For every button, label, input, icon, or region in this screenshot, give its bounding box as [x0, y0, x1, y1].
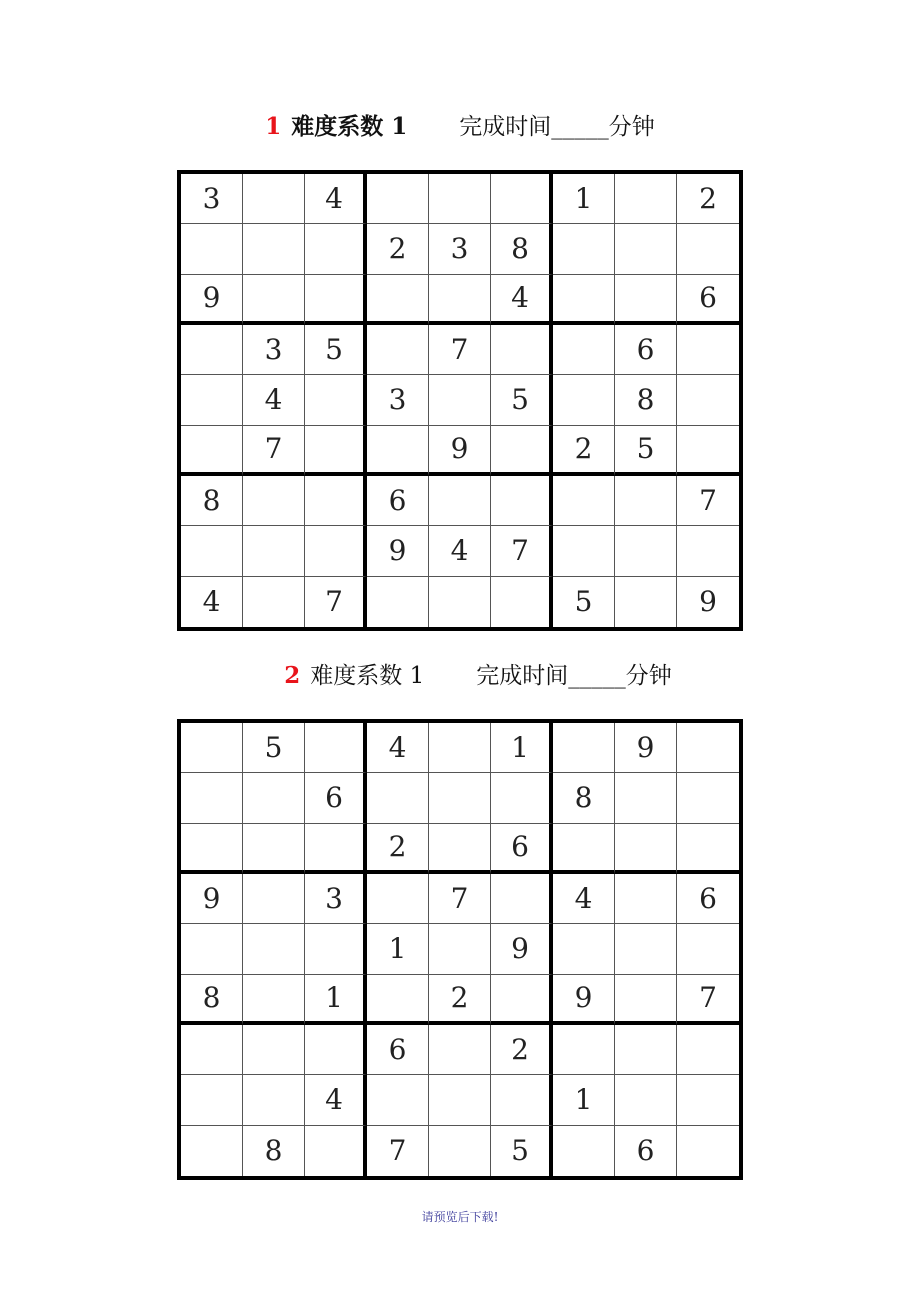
sudoku-cell: [553, 325, 615, 375]
sudoku-cell: [305, 426, 367, 476]
sudoku-cell: [615, 773, 677, 823]
sudoku-cell: 9: [429, 426, 491, 476]
sudoku-cell: [429, 1025, 491, 1075]
sudoku-cell: 6: [367, 1025, 429, 1075]
sudoku-cell: 7: [677, 476, 739, 526]
sudoku-cell: [677, 824, 739, 874]
sudoku-cell: 2: [367, 824, 429, 874]
sudoku-cell: [243, 526, 305, 576]
sudoku-cell: 8: [181, 476, 243, 526]
sudoku-cell: 6: [615, 1126, 677, 1176]
sudoku-cell: [553, 476, 615, 526]
sudoku-cell: [553, 224, 615, 274]
sudoku-cell: [491, 577, 553, 627]
sudoku-cell: 3: [243, 325, 305, 375]
sudoku-cell: [491, 325, 553, 375]
sudoku-cell: [429, 1075, 491, 1125]
sudoku-cell: [181, 1025, 243, 1075]
sudoku-cell: 3: [181, 174, 243, 224]
sudoku-cell: [367, 773, 429, 823]
sudoku-cell: [367, 426, 429, 476]
sudoku-cell: 7: [429, 325, 491, 375]
sudoku-cell: [181, 224, 243, 274]
sudoku-cell: [491, 975, 553, 1025]
sudoku-cell: 9: [181, 275, 243, 325]
sudoku-cell: [305, 924, 367, 974]
sudoku-cell: 9: [553, 975, 615, 1025]
sudoku-cell: 6: [615, 325, 677, 375]
sudoku-cell: [429, 723, 491, 773]
sudoku-cell: [491, 773, 553, 823]
sudoku-cell: [677, 526, 739, 576]
sudoku-cell: [553, 723, 615, 773]
sudoku-cell: [243, 824, 305, 874]
sudoku-cell: 3: [305, 874, 367, 924]
sudoku-cell: [615, 824, 677, 874]
sudoku-cell: [615, 275, 677, 325]
sudoku-cell: [677, 924, 739, 974]
sudoku-cell: 9: [699, 585, 717, 619]
sudoku-cell: 4: [305, 1075, 367, 1125]
sudoku-grid-2: [177, 719, 743, 1180]
sudoku-cell: [367, 577, 429, 627]
sudoku-cell: [491, 476, 553, 526]
sudoku-cell: 2: [677, 174, 739, 224]
sudoku-cell: [429, 577, 491, 627]
sudoku-cell: [367, 1075, 429, 1125]
puzzle-2-title: [0, 661, 920, 691]
sudoku-cell: [553, 1025, 615, 1075]
sudoku-cell: [305, 824, 367, 874]
sudoku-cell: [305, 224, 367, 274]
sudoku-cell: [305, 1126, 367, 1176]
sudoku-cell: [181, 924, 243, 974]
sudoku-cell: [243, 476, 305, 526]
sudoku-cell: [615, 224, 677, 274]
sudoku-cell: 7: [429, 874, 491, 924]
sudoku-cell: 6: [677, 275, 739, 325]
sudoku-cell: 4: [553, 874, 615, 924]
sudoku-cell: [615, 874, 677, 924]
sudoku-cell: [429, 924, 491, 974]
sudoku-cell: 4: [491, 275, 553, 325]
sudoku-cell: 9: [181, 874, 243, 924]
sudoku-cell: [181, 526, 243, 576]
sudoku-cell: 4: [305, 174, 367, 224]
sudoku-cell: [615, 476, 677, 526]
puzzle-1-difficulty: 难度系数 1: [291, 113, 408, 140]
sudoku-cell: 5: [491, 375, 553, 425]
sudoku-cell: [677, 375, 739, 425]
puzzle-2-time-label: 完成时间_____分钟: [476, 663, 672, 689]
sudoku-cell: [181, 1075, 243, 1125]
sudoku-cell: 5: [305, 325, 367, 375]
sudoku-cell: 1: [553, 174, 615, 224]
puzzle-1-time-label: 完成时间_____分钟: [459, 114, 655, 140]
sudoku-cell: 2: [367, 224, 429, 274]
sudoku-cell: 5: [243, 723, 305, 773]
sudoku-cell: [367, 174, 429, 224]
sudoku-cell: [429, 1126, 491, 1176]
sudoku-cell: 4: [243, 375, 305, 425]
sudoku-cell: [677, 773, 739, 823]
sudoku-cell: 1: [553, 1075, 615, 1125]
sudoku-cell: [615, 924, 677, 974]
sudoku-cell: [615, 526, 677, 576]
footer-note: 请预览后下载!: [421, 1210, 499, 1224]
sudoku-cell: 3: [429, 224, 491, 274]
sudoku-cell: [677, 1126, 739, 1176]
sudoku-cell: [305, 375, 367, 425]
sudoku-cell: [367, 874, 429, 924]
puzzle-2-difficulty: 难度系数 1: [310, 663, 425, 689]
sudoku-cell: 6: [491, 824, 553, 874]
sudoku-cell: [243, 275, 305, 325]
sudoku-cell: [615, 174, 677, 224]
sudoku-cell: 5: [615, 426, 677, 476]
sudoku-cell: [429, 275, 491, 325]
sudoku-cell: 3: [367, 375, 429, 425]
sudoku-cell: [181, 824, 243, 874]
sudoku-cell: 8: [243, 1126, 305, 1176]
sudoku-cell: [677, 723, 739, 773]
sudoku-cell: [305, 526, 367, 576]
sudoku-cell: [491, 1075, 553, 1125]
sudoku-cell: [243, 773, 305, 823]
sudoku-cell: [305, 723, 367, 773]
sudoku-cell: [305, 1025, 367, 1075]
sudoku-cell: [305, 275, 367, 325]
sudoku-cell: 8: [181, 975, 243, 1025]
sudoku-cell: 1: [305, 975, 367, 1025]
sudoku-cell: [305, 476, 367, 526]
sudoku-cell: [491, 426, 553, 476]
sudoku-cell: [491, 874, 553, 924]
sudoku-cell: 6: [677, 874, 739, 924]
sudoku-cell: [615, 975, 677, 1025]
sudoku-cell: 7: [367, 1126, 429, 1176]
sudoku-cell: 7: [243, 426, 305, 476]
sudoku-cell: [243, 174, 305, 224]
sudoku-cell: [243, 975, 305, 1025]
sudoku-cell: 4: [429, 526, 491, 576]
sudoku-cell: [429, 476, 491, 526]
sudoku-cell: 5: [553, 577, 615, 627]
sudoku-cell: [429, 773, 491, 823]
sudoku-cell: [181, 773, 243, 823]
sudoku-cell: [243, 1075, 305, 1125]
sudoku-cell: [553, 824, 615, 874]
sudoku-cell: 1: [491, 723, 553, 773]
puzzle-1-title: [0, 112, 920, 142]
sudoku-cell: [553, 526, 615, 576]
sudoku-cell: [553, 924, 615, 974]
sudoku-cell: [181, 1126, 243, 1176]
sudoku-cell: 8: [491, 224, 553, 274]
sudoku-cell: [181, 325, 243, 375]
sudoku-cell: 7: [491, 526, 553, 576]
sudoku-cell: 6: [305, 773, 367, 823]
puzzle-1-number: 1: [265, 113, 282, 140]
sudoku-cell: [181, 723, 243, 773]
sudoku-grid-1: [177, 170, 743, 631]
sudoku-cell: [677, 1025, 739, 1075]
sudoku-cell: [367, 275, 429, 325]
sudoku-cell: [615, 1025, 677, 1075]
sudoku-cell: 8: [553, 773, 615, 823]
sudoku-cell: [615, 1075, 677, 1125]
sudoku-cell: [429, 824, 491, 874]
sudoku-cell: 7: [677, 975, 739, 1025]
sudoku-cell: 6: [367, 476, 429, 526]
sudoku-cell: 9: [615, 723, 677, 773]
sudoku-cell: 9: [367, 526, 429, 576]
sudoku-cell: [367, 325, 429, 375]
sudoku-cell: [553, 275, 615, 325]
sudoku-cell: 1: [367, 924, 429, 974]
sudoku-cell: 2: [429, 975, 491, 1025]
sudoku-cell: [553, 375, 615, 425]
sudoku-cell: 4: [367, 723, 429, 773]
sudoku-cell: [243, 874, 305, 924]
sudoku-cell: 2: [491, 1025, 553, 1075]
sudoku-cell: [367, 975, 429, 1025]
sudoku-cell: 7: [305, 577, 367, 627]
sudoku-cell: [243, 1025, 305, 1075]
sudoku-cell: 9: [491, 924, 553, 974]
sudoku-cell: 5: [491, 1126, 553, 1176]
sudoku-cell: [243, 924, 305, 974]
sudoku-cell: [677, 224, 739, 274]
sudoku-cell: [615, 577, 677, 627]
sudoku-cell: 4: [181, 577, 243, 627]
sudoku-cell: [243, 577, 305, 627]
sudoku-cell: [677, 325, 739, 375]
sudoku-cell: [429, 375, 491, 425]
sudoku-cell: 8: [615, 375, 677, 425]
sudoku-cell: [181, 426, 243, 476]
sudoku-cell: [243, 224, 305, 274]
puzzle-2-number: 2: [284, 662, 301, 689]
sudoku-cell: [553, 1126, 615, 1176]
sudoku-cell: 2: [553, 426, 615, 476]
sudoku-cell: [429, 174, 491, 224]
sudoku-cell: [181, 375, 243, 425]
sudoku-cell: [491, 174, 553, 224]
sudoku-cell: [677, 426, 739, 476]
sudoku-cell: [677, 1075, 739, 1125]
